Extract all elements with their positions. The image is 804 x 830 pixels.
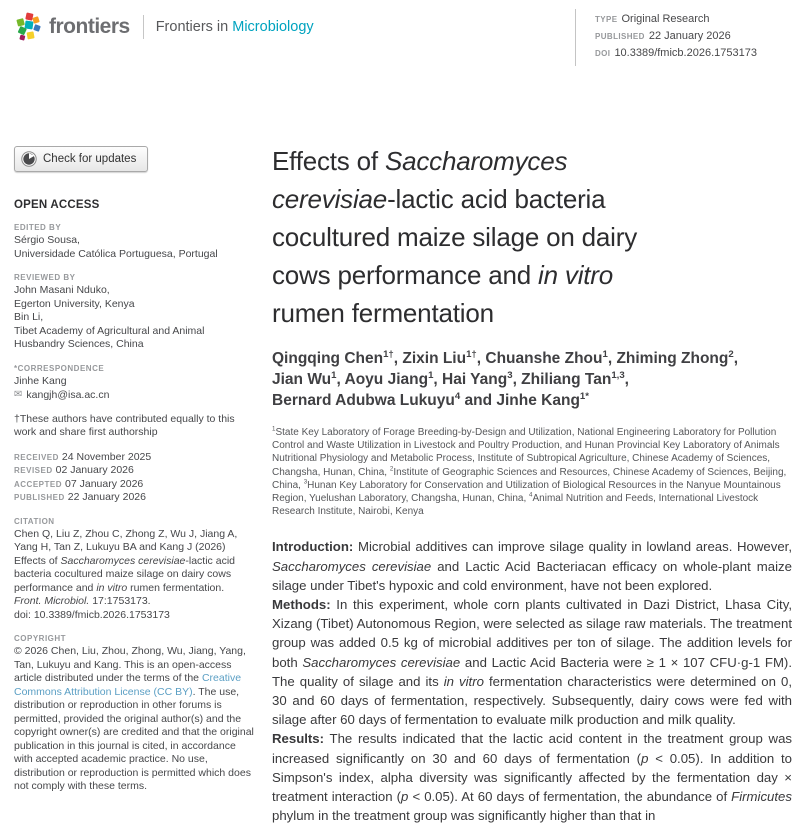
journal-prefix: Frontiers in [155,19,233,35]
abstract-methods: Methods: In this experiment, whole corn plants cultivated in Dazi District, Lhasa City, Xizang (Tibet) Autonomous Region, were selected as silage raw materials. The treatment group was added 0.5 kg of microbial additives per ton of silage. The addition levels for both Saccharomyces cerevisiae and Lactic Acid Bacteria were ≥ 1 × 107 CFU·g-1 FM). The quality of silage and its in vitro fermentation characteristics were determined on 0, 30 and 60 days of fermentation, respectively. Subsequently, dairy cows were fed with silage after 60 days of fermentation to evaluate milk production and milk quality. [272,597,792,728]
citation-text: Chen Q, Liu Z, Zhou C, Zhong Z, Wu J, Jiang A, Yang H, Tan Z, Lukuyu BA and Kang J (2026) Effects of Saccharomyces cerevisiae-lactic acid bacteria cocultured maize silage on dairy cows performance and in vitro rumen fermentation. Front. Microbiol. 17:1753173. doi: 10.3389/fmicb.2026.1753173 [14,527,238,621]
meta-type-row [595,10,757,27]
correspondence-name: Jinhe Kang [14,374,67,387]
meta-doi-label: DOI [595,49,611,58]
envelope-icon: ✉ [14,389,23,400]
frontiers-wordmark: frontiers [49,15,130,38]
editor-name: Sérgio Sousa, [14,234,80,246]
copyright-section [14,633,255,794]
correspondence-email-row [14,388,255,402]
accepted-value: 07 January 2026 [65,477,144,490]
received-value: 24 November 2025 [61,450,152,463]
copyright-label: COPYRIGHT [14,634,67,643]
citation-label: CITATION [14,516,55,526]
revised-row [14,464,255,478]
abstract-introduction: Introduction: Microbial additives can improve silage quality in lowland areas. However, Saccharomyces cerevisiae and Lactic Acid Bacteriacan efficacy on whole-plant maize silage under Tibet's hypoxic and cold environment, have not been explored. [272,539,792,593]
article-body [272,142,792,825]
frontiers-logo-icon [16,12,42,42]
meta-published-label: PUBLISHED [595,32,645,41]
equal-contribution-note: †These authors have contributed equally to this work and share first authorship [14,412,235,438]
sidebar [14,146,255,794]
revised-value: 02 January 2026 [55,464,134,476]
open-access-heading: OPEN ACCESS [14,199,100,211]
journal-name-link[interactable]: Microbiology [232,19,314,35]
crossmark-icon [21,151,37,167]
reviewer-name: Bin Li, [14,311,44,323]
history-dates-section [14,451,255,505]
journal-title [156,19,314,35]
reviewer-affiliation: Tibet Academy of Agricultural and Animal Husbandry Sciences, China [14,324,205,350]
accepted-row [14,478,255,492]
citation-section [14,516,255,623]
header [16,10,314,44]
check-for-updates-label: Check for updates [43,153,137,165]
correspondence-section [14,363,255,402]
meta-doi-value: 10.3389/fmicb.2026.1753173 [614,47,757,59]
copyright-text: © 2026 Chen, Liu, Zhou, Zhong, Wu, Jiang, Yang, Tan, Lukuyu and Kang. This is an open-access article distributed under the terms of the Creative Commons Attribution License (CC BY). The use, distribution or reproduction in other forums is permitted, provided the original author(s) and the copyright owner(s) are credited and that the original publication in this journal is cited, in accordance with accepted academic practice. No use, distribution or reproduction is permitted which does not comply with these terms. [14,645,254,792]
published-label: PUBLISHED [14,493,65,502]
meta-doi-row [595,44,757,61]
check-for-updates-button[interactable] [14,146,148,172]
abstract-results: Results: The results indicated that the lactic acid content in the treatment group was increased significantly on 30 and 60 days of fermentation (p < 0.05). In addition to Simpson's index, alpha diversity was significantly affected by the fermentation day × treatment interaction (p < 0.05). At 60 days of fermentation, the abundance of Firmicutes phylum in the treatment group was significantly higher than that in [272,731,792,824]
affiliations: $^1$State Key Laboratory of Forage Breeding-by-Design and Utilization, National Engineering Laboratory for Pollution Control and Waste Utilization in Livestock and Poultry Production, and Hunan Provincial Key Laboratory of Animals Nutritional Physiology and Metabolic Process, Institute of Subtropical Agriculture, Chinese Academy of Sciences, Changsha, Hunan, China, $^2$Institute of Geographic Sciences and Resources, Chinese Academy of Sciences, Beijing, China, $^3$Hunan Key Laboratory for Conservation and Utilization of Biological Resources in the Nanyue Mountainous Region, Yuelushan Laboratory, Changsha, Hunan, China, $^4$Animal Nutrition and Feeds, International Livestock Research Institute, Nairobi, Kenya [272,425,787,518]
reviewer-name: John Masani Nduko, [14,284,110,296]
article-meta [575,9,757,66]
meta-type-value: Original Research [621,13,710,25]
edited-by-label: EDITED BY [14,223,62,232]
received-row [14,451,255,465]
correspondence-label: *CORRESPONDENCE [14,363,105,373]
accepted-label: ACCEPTED [14,479,63,489]
correspondence-email-link[interactable]: kangjh@isa.ac.cn [26,388,110,401]
header-divider [143,15,144,39]
cc-by-license-link[interactable]: Creative Commons Attribution License (CC BY) [14,672,242,698]
article-title: Effects of Saccharomyces cerevisiae-lactic acid bacteria cocultured maize silage on dairy cows performance and in vitro rumen fermentation [272,146,638,328]
abstract [272,537,792,825]
editor-affiliation: Universidade Católica Portuguesa, Portugal [14,247,218,260]
published-value: 22 January 2026 [67,491,146,503]
published-row [14,491,255,505]
received-label: RECEIVED [14,452,59,462]
authors-line: Qingqing Chen$^{1\dagger}$, Zixin Liu$^{1\dagger}$, Chuanshe Zhou$^1$, Zhiming Zhong$^2$, Jian Wu$^1$, Aoyu Jiang$^1$, Hai Yang$^3$, Zhiliang Tan$^{1,3}$, Bernard Adubwa Lukuyu$^4$ and Jinhe Kang$^{1*}$ [272,348,739,409]
reviewed-by-section [14,272,255,352]
meta-type-label: TYPE [595,15,618,24]
meta-published-value: 22 January 2026 [648,30,731,42]
reviewer-affiliation: Egerton University, Kenya [14,297,135,310]
meta-published-row [595,27,757,44]
edited-by-section [14,222,255,261]
reviewed-by-label: REVIEWED BY [14,273,76,282]
revised-label: REVISED [14,466,53,475]
